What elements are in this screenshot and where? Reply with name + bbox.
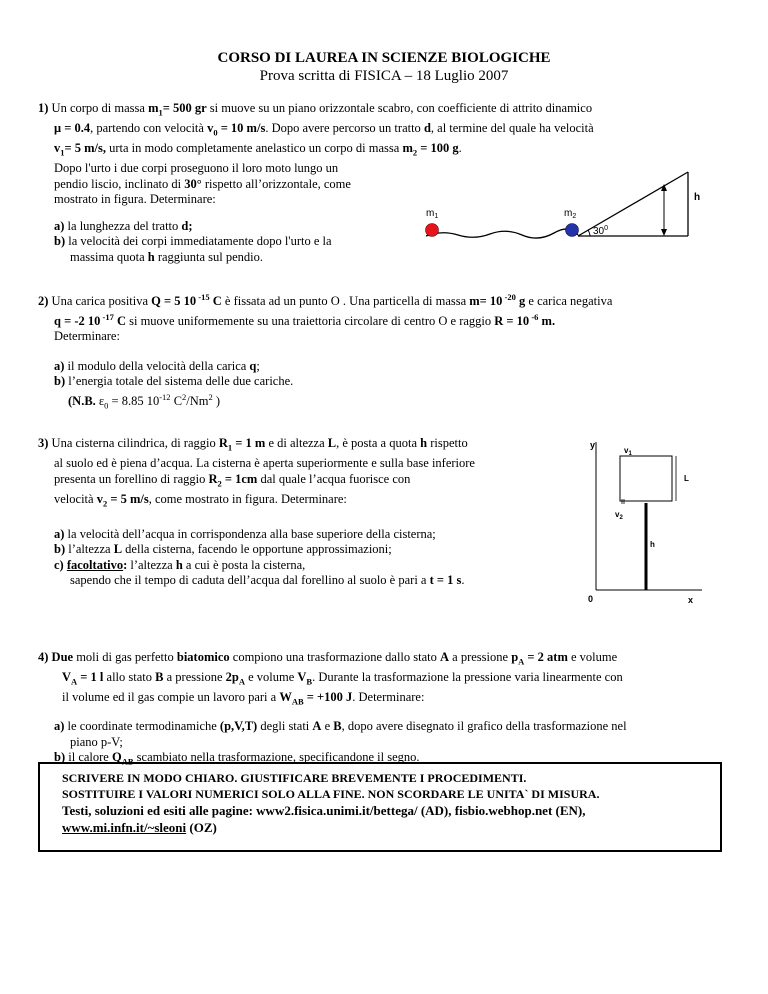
arrow-head-down-icon	[661, 229, 667, 236]
label-y: y	[590, 440, 596, 450]
label-h: h	[650, 540, 655, 549]
label-angle: $30^0$	[593, 225, 609, 237]
problem-2-text: 2) Una carica positiva Q = 5 10 $^{-15}$ C è fissata ad un punto O . Una particella di massa m= 10 $^{-20}$ g e carica negativa q = -2 10 $^{-17}$ C si muove uniformemente su una traiettoria circolare di centro O e raggio R = 10 $^{-6}$ m. Determinare: a) il modulo della velocità della carica q; b) l’energia totale del sistema delle due cariche. (N.B. $\varepsilon_0 = 8.85$ $10^{-12}$ $C^2/Nm^2$ )	[38, 292, 613, 411]
page-title: CORSO DI LAUREA IN SCIENZE BIOLOGICHE	[217, 50, 551, 66]
sleoni-link[interactable]: www.mi.infn.it/~sleoni	[62, 820, 187, 835]
label-origin: 0	[588, 594, 594, 604]
label-x: x	[688, 595, 694, 605]
rough-surface	[426, 229, 578, 238]
incline-figure	[420, 168, 720, 248]
label-v2: $v_2$	[615, 510, 623, 521]
instruction-line-4: www.mi.infn.it/~sleoni (OZ)	[62, 820, 217, 835]
problem-4-text: 4) Due moli di gas perfetto biatomico compiono una trasformazione dallo stato A a pressione $p_A = 2$ atm e volume $V_A = 1$ l allo stato B a pressione $2p_A$ e volume $V_B$. Durante la trasformazione la pressione varia linearmente con il volume ed il gas compie un lavoro pari a $W_{AB} = +100$ J. Determinare: a) le coordinate termodinamiche (p,V,T) degli stati A e B, dopo avere disegnato il grafico della trasformazione nel piano p-V; b) il calore $Q_{AB}$ scambiato nella trasformazione, specificandone il segno.	[38, 650, 627, 767]
angle-arc	[588, 230, 590, 236]
cistern-figure	[580, 436, 710, 608]
instruction-line-2: SOSTITUIRE I VALORI NUMERICI SOLO ALLA FINE. NON SCORDARE LE UNITA` DI MISURA.	[62, 787, 600, 801]
ball-m1	[426, 224, 439, 237]
label-h: h	[694, 192, 701, 203]
label-L: L	[684, 474, 689, 483]
ball-m2	[566, 224, 579, 237]
page-subtitle: Prova scritta di FISICA – 18 Luglio 2007	[259, 68, 509, 84]
instructions-box	[38, 762, 722, 852]
instruction-line-3: Testi, soluzioni ed esiti alle pagine: www2.fisica.unimi.it/bettega/ (AD), fisbio.webhop.net (EN),	[62, 803, 586, 818]
problem-1-text: 1) Un corpo di massa $m_1= 500$ gr si muove su un piano orizzontale scabro, con coefficiente di attrito dinamico μ = 0.4, partendo con velocità $v_0 = 10$ m/s. Dopo avere percorso un tratto d, al termine del quale ha velocità $v_1= 5$ m/s, urta in modo completamente anelastico un corpo di massa $m_2 = 100$ g. Dopo l'urto i due corpi proseguono il loro moto lungo un pendio liscio, inclinato di 30° rispetto all’orizzontale, come mostrato in figura. Determinare: a) la lunghezza del tratto d; b) la velocità dei corpi immediatamente dopo l'urto e la massima quota h raggiunta sul pendio.	[38, 101, 594, 264]
label-m1: $m_1$	[426, 208, 439, 220]
label-v1: $v_1$	[624, 446, 632, 457]
problem-3-text: 3) Una cisterna cilindrica, di raggio $R_1 = 1$ m e di altezza L, è posta a quota h rispetto al suolo ed è piena d’acqua. La cisterna è aperta superiormente e sulla base inferiore presenta un forellino di raggio $R_2 = 1cm$ dal quale l’acqua fuorisce con velocità $v_2 = 5$ m/s, come mostrato in figura. Determinare: a) la velocità dell’acqua in corrispondenza alla base superiore della cisterna; b) l’altezza L della cisterna, facendo le opportune approssimazioni; c) facoltativo: l’altezza h a cui è posta la cisterna, sapendo che il tempo di caduta dell’acqua dal forellino al suolo è pari a t = 1 s.	[38, 436, 475, 587]
label-m2: $m_2$	[564, 208, 577, 220]
instruction-line-1: SCRIVERE IN MODO CHIARO. GIUSTIFICARE BREVEMENTE I PROCEDIMENTI.	[62, 771, 527, 785]
cistern-body	[620, 456, 672, 501]
